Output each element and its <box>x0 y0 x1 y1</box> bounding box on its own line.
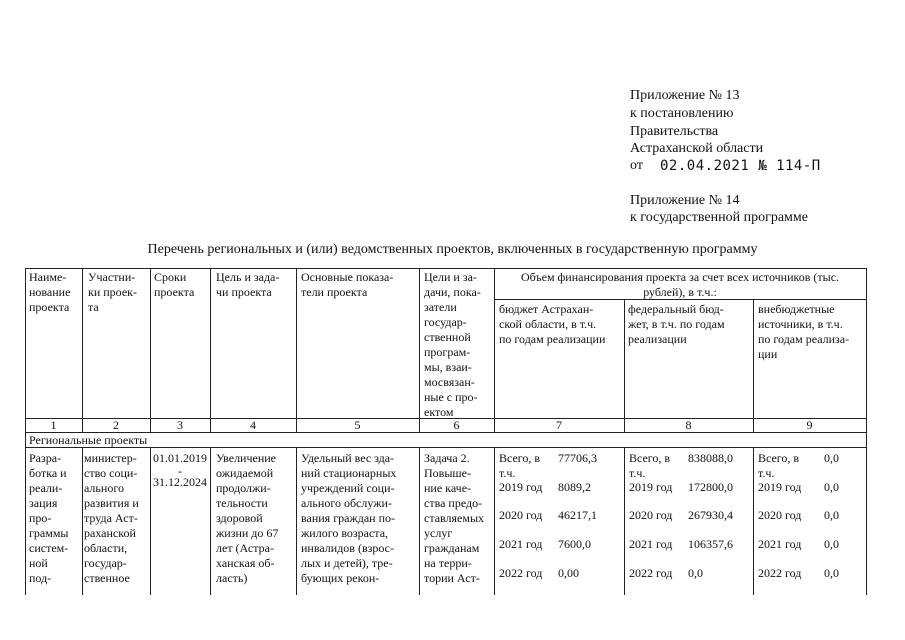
handwritten-date-number: 02.04.2021 № 114-П <box>660 158 821 174</box>
col-border <box>753 299 754 432</box>
row-indicators: Удельный вес зда- ний стационарных учреждений соци- ального обслужи- вания граждан по- жилого возраста, инвалидов (взрос- лых и детей), тре- бующих рекон- <box>301 451 397 585</box>
regional-total-label: Всего, в т.ч. <box>499 451 541 480</box>
extra-year-label: 2022 год <box>758 566 802 580</box>
col-border <box>624 447 625 595</box>
row-term-start: 01.01.2019 <box>153 451 207 465</box>
federal-year-value: 0,0 <box>688 566 703 580</box>
header-term: Сроки проекта <box>154 270 195 299</box>
federal-year-label: 2020 год <box>629 508 673 522</box>
row-project-name: Разра- ботка и реали- зация про- граммы систем- ной под- <box>29 451 69 585</box>
col-number: 7 <box>556 418 562 432</box>
regional-year-label: 2022 год <box>499 566 543 580</box>
section-regional-projects: Региональные проекты <box>29 433 148 447</box>
col-number: 1 <box>50 418 57 432</box>
col-border <box>296 447 297 595</box>
col-number: 2 <box>113 418 119 432</box>
col-number: 5 <box>354 418 361 432</box>
appendix-14-label: Приложение № 14 <box>630 193 740 208</box>
to-resolution-label: к постановлению <box>630 106 734 121</box>
col-border <box>296 268 297 432</box>
row-goal: Увеличение ожидаемой продолжи- тельности здоровой жизни до 67 лет (Астра- ханская об- ласть) <box>216 451 279 585</box>
federal-total-value: 838088,0 <box>688 451 733 465</box>
regional-year-label: 2021 год <box>499 537 543 551</box>
header-extra-budget: внебюджетные источники, в т.ч. по годам реализа- ции <box>758 302 850 361</box>
regional-year-value: 0,00 <box>558 566 579 580</box>
row-program-link: Задача 2. Повыше- ние каче- ства предо- ставляемых услуг гражданам на терри- тории Аст- <box>424 451 485 585</box>
extra-year-value: 0,0 <box>824 480 839 494</box>
col-number: 8 <box>685 418 692 432</box>
regional-year-value: 7600,0 <box>558 537 591 551</box>
row-term-end: 31.12.2024 <box>153 475 207 489</box>
federal-year-value: 172800,0 <box>688 480 733 494</box>
header-program-link: Цели и за- дачи, пока- затели государ- ственной програм- мы, взаи- мосвязан- ные с про- ектом <box>424 270 481 419</box>
col-number: 6 <box>453 418 460 432</box>
col-border <box>419 268 420 432</box>
col-border <box>494 447 495 595</box>
col-border <box>210 268 211 432</box>
government-label: Правительства <box>630 124 719 139</box>
col-border <box>494 268 495 432</box>
header-indicators: Основные показа- тели проекта <box>301 270 394 299</box>
col-number: 4 <box>250 418 256 432</box>
date-prefix: от <box>630 158 643 173</box>
col-number: 3 <box>177 418 183 432</box>
extra-total-value: 0,0 <box>824 451 839 465</box>
extra-total-label: Всего, в т.ч. <box>758 451 800 480</box>
col-border <box>419 447 420 595</box>
to-program-label: к государственной программе <box>630 210 808 225</box>
regional-year-label: 2019 год <box>499 480 543 494</box>
row-term-dash: - <box>178 464 182 478</box>
header-regional-budget: бюджет Астрахан- ской области, в т.ч. по годам реализации <box>499 302 606 346</box>
col-border <box>753 447 754 595</box>
extra-year-value: 0,0 <box>824 566 839 580</box>
header-funding-group: Объем финансирования проекта за счет всех источников (тыс. рублей), в т.ч.: <box>520 270 840 299</box>
col-border <box>866 268 867 595</box>
extra-year-label: 2020 год <box>758 508 802 522</box>
regional-total-value: 77706,3 <box>558 451 597 465</box>
col-border <box>150 268 151 432</box>
header-participants: Участни- ки проек- та <box>88 270 137 314</box>
row-participants: министер- ство соци- ального развития и труда Аст- раханской области, государ- ственное <box>84 451 139 585</box>
table-top-border <box>25 268 866 269</box>
federal-year-label: 2021 год <box>629 537 673 551</box>
document-title: Перечень региональных и (или) ведомственных проектов, включенных в государственную программу <box>147 242 758 257</box>
federal-year-value: 267930,4 <box>688 508 733 522</box>
col-border <box>82 447 83 595</box>
extra-year-label: 2021 год <box>758 537 802 551</box>
col-number: 9 <box>806 418 813 432</box>
regional-year-value: 46217,1 <box>558 508 597 522</box>
federal-total-label: Всего, в т.ч. <box>629 451 671 480</box>
federal-year-value: 106357,6 <box>688 537 733 551</box>
header-federal-budget: федеральный бюд- жет, в т.ч. по годам реализации <box>628 302 725 346</box>
regional-year-label: 2020 год <box>499 508 543 522</box>
appendix-13-label: Приложение № 13 <box>630 88 740 103</box>
col-border <box>624 299 625 432</box>
regional-year-value: 8089,2 <box>558 480 591 494</box>
federal-year-label: 2022 год <box>629 566 673 580</box>
extra-year-label: 2019 год <box>758 480 802 494</box>
extra-year-value: 0,0 <box>824 537 839 551</box>
header-project-name: Наиме- нование проекта <box>29 270 71 314</box>
col-border <box>82 268 83 432</box>
header-goal: Цель и зада- чи проекта <box>216 270 280 299</box>
federal-year-label: 2019 год <box>629 480 673 494</box>
col-border <box>210 447 211 595</box>
extra-year-value: 0,0 <box>824 508 839 522</box>
region-label: Астраханской области <box>630 141 764 156</box>
